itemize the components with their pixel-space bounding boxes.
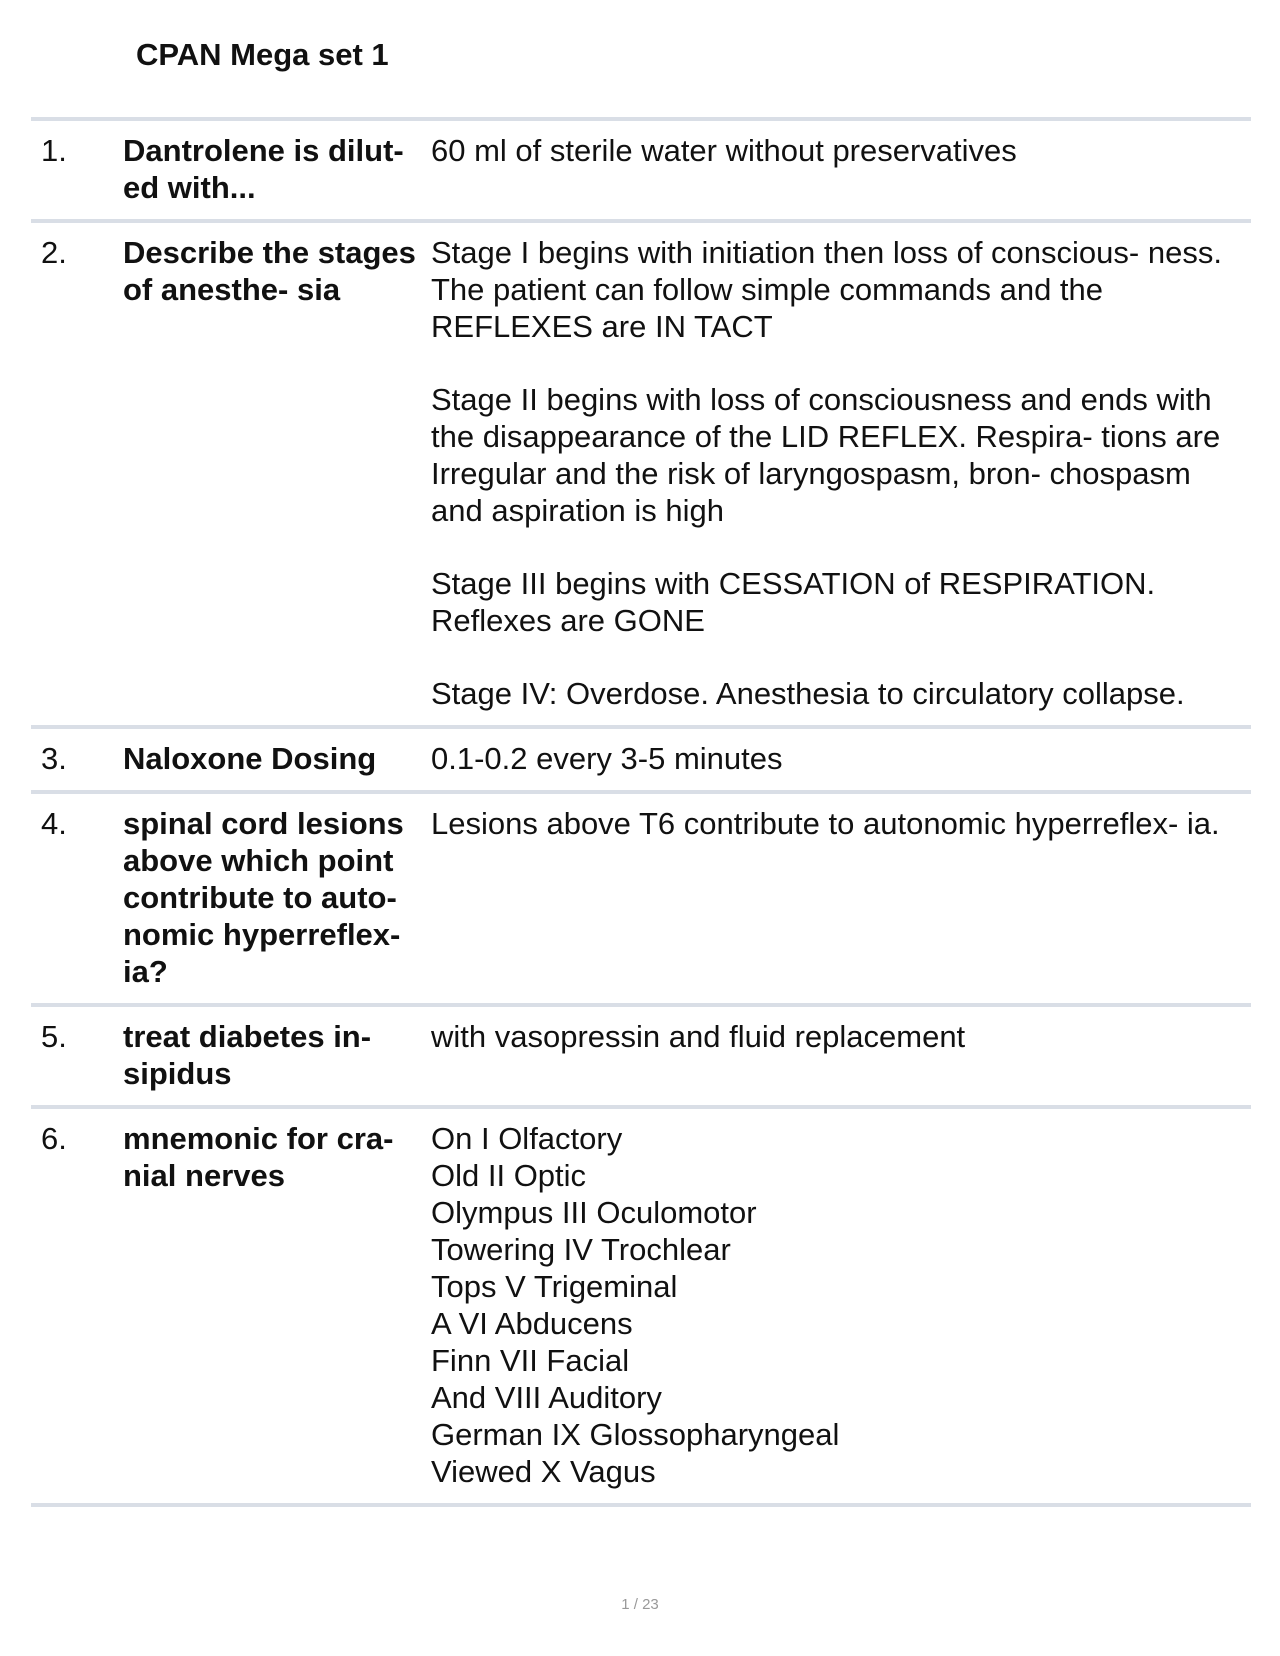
flashcard (31, 1109, 1251, 1507)
flashcard (31, 729, 1251, 794)
mnemonic-line: Towering IV Trochlear (431, 1232, 731, 1267)
mnemonic-line: Finn VII Facial (431, 1343, 630, 1378)
mnemonic-line: German IX Glossopharyngeal (431, 1417, 840, 1452)
card-number: 6. (41, 1121, 67, 1156)
mnemonic-line: Old II Optic (431, 1158, 587, 1193)
card-number: 3. (41, 741, 67, 776)
mnemonic-line: Tops V Trigeminal (431, 1269, 678, 1304)
mnemonic-line: A VI Abducens (431, 1306, 633, 1341)
card-term: mnemonic for cra- nial nerves (123, 1121, 394, 1193)
page-title: CPAN Mega set 1 (136, 37, 389, 72)
card-number: 2. (41, 235, 67, 270)
definition-paragraph: Stage II begins with loss of consciousness and ends with the disappearance of the LID REFLEX. Respira- tions are Irregular and the risk of laryngospasm, bron- chospasm and aspiration is high (431, 382, 1221, 528)
mnemonic-line: Olympus III Oculomotor (431, 1195, 757, 1230)
definition-paragraph: Stage III begins with CESSATION of RESPIRATION. Reflexes are GONE (431, 566, 1156, 638)
card-number: 1. (41, 133, 67, 168)
mnemonic-line: And VIII Auditory (431, 1380, 662, 1415)
card-number: 5. (41, 1019, 67, 1054)
card-term: Naloxone Dosing (123, 741, 377, 776)
card-definition (431, 740, 1251, 777)
card-definition (431, 234, 1251, 712)
definition-paragraph: 60 ml of sterile water without preservatives (431, 133, 1017, 168)
card-definition (431, 132, 1251, 206)
card-definition (431, 1120, 1251, 1490)
mnemonic-line: Viewed X Vagus (431, 1454, 656, 1489)
card-number: 4. (41, 806, 67, 841)
definition-paragraph: Lesions above T6 contribute to autonomic hyperreflex- ia. (431, 806, 1220, 841)
card-definition (431, 1018, 1251, 1092)
definition-paragraph: Stage I begins with initiation then loss of conscious- ness. The patient can follow simple commands and the REFLEXES are IN TACT (431, 235, 1222, 344)
card-definition (431, 805, 1251, 990)
definition-paragraph: with vasopressin and fluid replacement (431, 1019, 966, 1054)
card-term: spinal cord lesions above which point contribute to auto- nomic hyperreflex- ia? (123, 806, 404, 989)
flashcard (31, 1007, 1251, 1109)
card-term: Dantrolene is dilut- ed with... (123, 133, 404, 205)
definition-paragraph: 0.1-0.2 every 3-5 minutes (431, 741, 783, 776)
flashcard (31, 121, 1251, 223)
flashcard (31, 794, 1251, 1007)
flashcard (31, 223, 1251, 729)
card-term: Describe the stages of anesthe- sia (123, 235, 416, 307)
card-term: treat diabetes in- sipidus (123, 1019, 372, 1091)
mnemonic-line: On I Olfactory (431, 1121, 623, 1156)
definition-paragraph: Stage IV: Overdose. Anesthesia to circulatory collapse. (431, 676, 1185, 711)
page-number: 1 / 23 (621, 1596, 659, 1613)
flashcard-list (31, 117, 1251, 1507)
